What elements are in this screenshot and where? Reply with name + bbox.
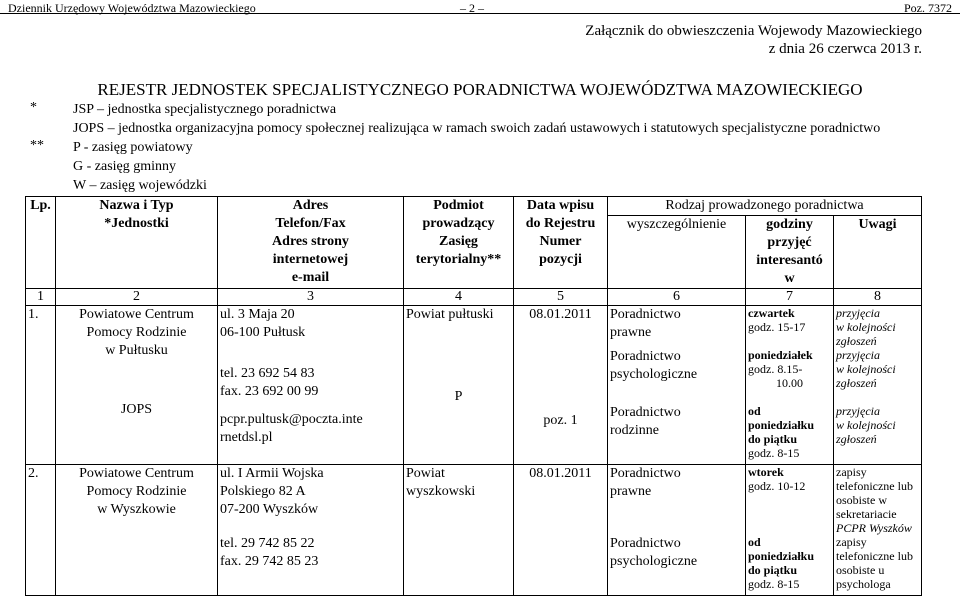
column-number-row (26, 289, 922, 306)
row2-service2-kind: Poradnictwo psychologiczne (608, 535, 746, 596)
row2-subject: Powiat wyszkowski (404, 465, 514, 596)
row2-name: Powiatowe Centrum Pomocy Rodzinie w Wyszkowie (56, 465, 218, 596)
page-title: REJESTR JEDNOSTEK SPECJALISTYCZNEGO PORADNICTWA WOJEWÓDZTWA MAZOWIECKIEGO (97, 80, 863, 99)
position-number: Poz. 7372 (904, 1, 952, 15)
row1-scope: P (454, 389, 463, 404)
row1-service1-notes: przyjęcia w kolejności zgłoszeń (834, 306, 922, 349)
header-lp: Lp. (26, 197, 56, 289)
table-row (26, 465, 922, 536)
legend-jops: JOPS – jednostka organizacyjna pomocy społecznej realizująca w ramach swoich zadań ustawowych i statutowych specjalistyczne poradnictwo (73, 121, 881, 136)
colnum-8: 8 (834, 289, 922, 306)
header-address: Adres Telefon/Fax Adres strony internetowej e-mail (218, 197, 404, 289)
row2-service1-notes: zapisy telefoniczne lub osobiste w sekretariacie PCPR Wyszków (834, 465, 922, 536)
row2-service2-notes: zapisy telefoniczne lub osobiste u psychologa (834, 535, 922, 596)
row1-service2-hours: poniedziałek godz. 8.15- 10.00 (746, 348, 834, 404)
row1-service3-kind: Poradnictwo rodzinne (608, 404, 746, 465)
header-subject: Podmiot prowadzący Zasięg terytorialny** (404, 197, 514, 289)
row1-position: poz. 1 (543, 413, 578, 428)
legend-p: P - zasięg powiatowy (73, 140, 193, 155)
colnum-1: 1 (26, 289, 56, 306)
row2-date: 08.01.2011 (514, 465, 608, 596)
legend-types (73, 100, 880, 138)
row1-service3-notes: przyjęcia w kolejności zgłoszeń (834, 404, 922, 465)
colnum-7: 7 (746, 289, 834, 306)
row1-subject: Powiat pułtuski P (404, 306, 514, 465)
page-number: – 2 – (460, 1, 484, 15)
row2-address: ul. I Armii Wojska Polskiego 82 A 07-200 Wyszków tel. 29 742 85 22 fax. 29 742 85 23 (218, 465, 404, 596)
header-kind: wyszczególnienie (608, 216, 746, 289)
legend-scopes (73, 138, 207, 195)
header-divider (0, 13, 960, 14)
journal-title: Dziennik Urzędowy Województwa Mazowieckiego (8, 1, 256, 15)
row1-type: JOPS (120, 402, 153, 417)
row1-service2-notes: przyjęcia w kolejności zgłoszeń (834, 348, 922, 404)
header-hours: godziny przyjęć interesantó w (746, 216, 834, 289)
header-kind-group: Rodzaj prowadzonego poradnictwa (608, 197, 922, 216)
row1-name: Powiatowe Centrum Pomocy Rodzinie w Pułtusku JOPS (56, 306, 218, 465)
register-table (25, 196, 922, 596)
table-row (26, 306, 922, 349)
row1-service3-hours: od poniedziałku do piątku godz. 8-15 (746, 404, 834, 465)
row1-email: pcpr.pultusk@poczta.inte rnetdsl.pl (220, 412, 363, 445)
header-row-1 (26, 197, 922, 216)
colnum-3: 3 (218, 289, 404, 306)
legend-asterisk-1: * (30, 100, 37, 115)
row2-service1-hours: wtorek godz. 10-12 (746, 465, 834, 536)
header-name: Nazwa i Typ *Jednostki (56, 197, 218, 289)
colnum-2: 2 (56, 289, 218, 306)
legend-asterisk-2: ** (30, 138, 44, 153)
annex-line-1: Załącznik do obwieszczenia Wojewody Mazowieckiego (585, 23, 922, 39)
row1-service1-hours: czwartek godz. 15-17 (746, 306, 834, 349)
legend-jsp: JSP – jednostka specjalistycznego poradnictwa (73, 102, 337, 117)
row1-date: 08.01.2011 poz. 1 (514, 306, 608, 465)
legend-w: W – zasięg wojewódzki (73, 178, 207, 193)
annex-line-2: z dnia 26 czerwca 2013 r. (768, 41, 922, 57)
legend-g: G - zasięg gminny (73, 159, 177, 174)
header-date: Data wpisu do Rejestru Numer pozycji (514, 197, 608, 289)
row1-lp: 1. (26, 306, 56, 465)
colnum-5: 5 (514, 289, 608, 306)
row2-service1-kind: Poradnictwo prawne (608, 465, 746, 536)
row2-lp: 2. (26, 465, 56, 596)
row1-address: ul. 3 Maja 20 06-100 Pułtusk tel. 23 692 54 83 fax. 23 692 00 99 pcpr.pultusk@poczta.inte rnetdsl.pl (218, 306, 404, 465)
colnum-4: 4 (404, 289, 514, 306)
row1-service1-kind: Poradnictwo prawne (608, 306, 746, 349)
colnum-6: 6 (608, 289, 746, 306)
annex-note (585, 22, 922, 58)
header-notes: Uwagi (834, 216, 922, 289)
row1-service2-kind: Poradnictwo psychologiczne (608, 348, 746, 404)
row2-service2-hours: od poniedziałku do piątku godz. 8-15 (746, 535, 834, 596)
